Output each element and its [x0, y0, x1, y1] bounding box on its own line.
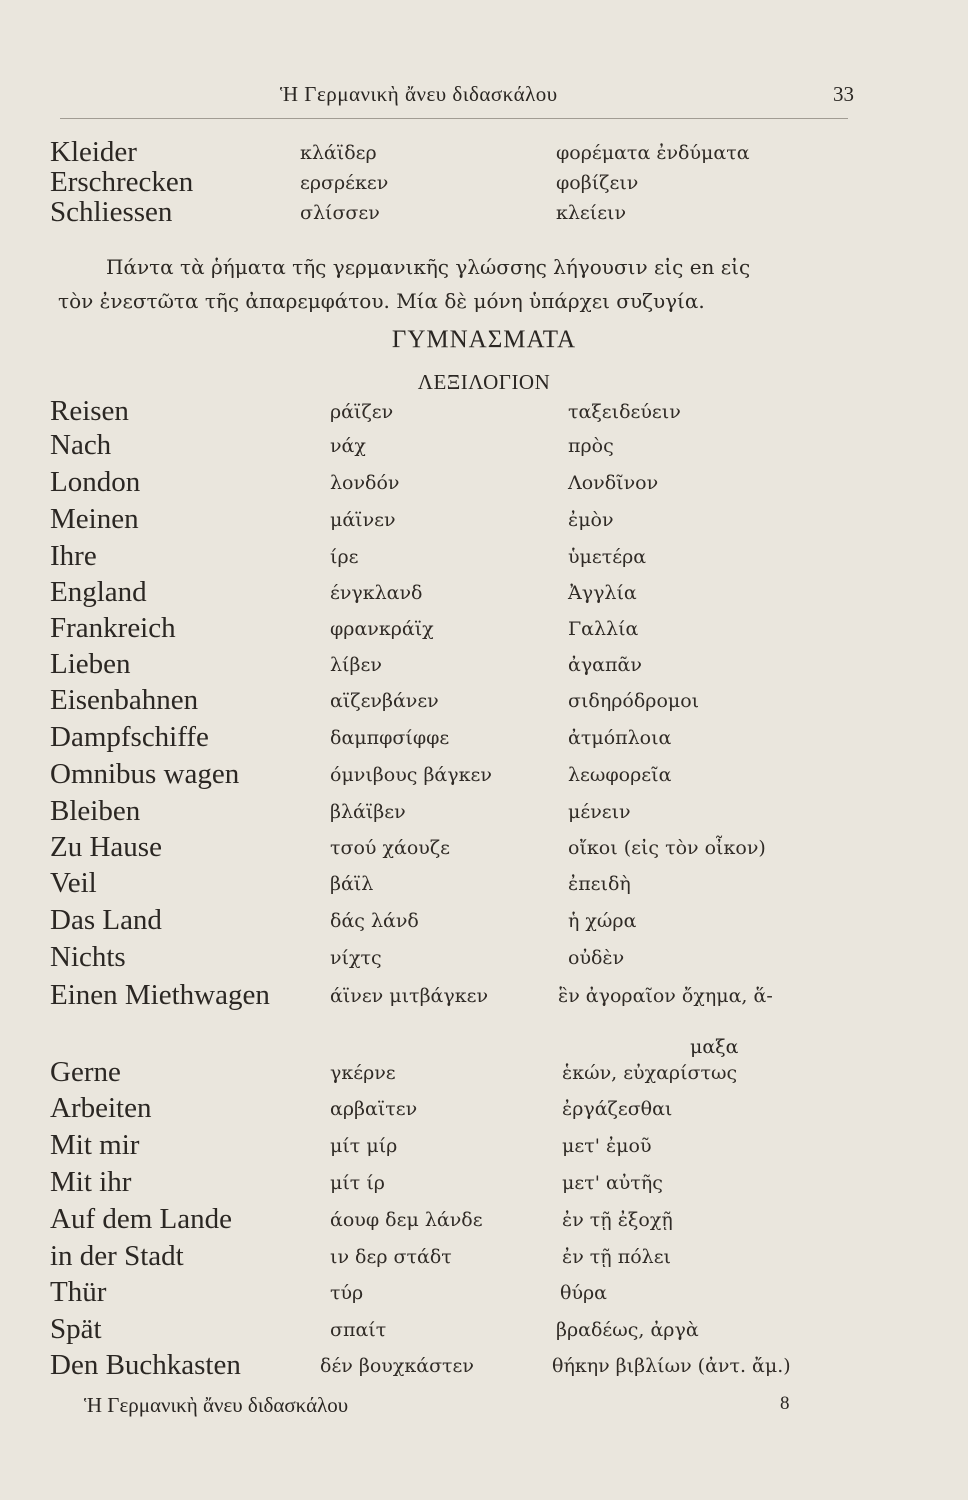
german-word: Frankreich [50, 612, 176, 644]
transliteration: μίτ μίρ [330, 1135, 398, 1157]
german-word: in der Stadt [50, 1240, 184, 1272]
transliteration: σλίσσεν [300, 202, 380, 224]
greek-meaning: ἓν ἀγοραῖον ὄχημα, ἅ- [558, 985, 773, 1007]
transliteration: λίβεν [330, 654, 382, 676]
section-subtitle: ΛΕΞΙΛΟΓΙΟΝ [417, 370, 551, 394]
transliteration: ράϊζεν [330, 401, 394, 423]
german-word: Bleiben [50, 795, 141, 827]
greek-meaning: θήκην βιβλίων (ἀντ. ἄμ.) [552, 1355, 791, 1377]
transliteration: όμνιβους βάγκεν [330, 764, 492, 786]
greek-meaning: ταξειδεύειν [568, 401, 681, 423]
german-word: Arbeiten [50, 1092, 152, 1124]
german-word: Mit ihr [50, 1166, 132, 1198]
header-rule [60, 118, 848, 119]
german-word: Zu Hause [50, 831, 162, 863]
greek-meaning: κλείειν [556, 202, 627, 224]
greek-meaning: φοβίζειν [556, 172, 639, 194]
transliteration: νίχτς [330, 947, 382, 969]
transliteration: μάϊνεν [330, 509, 396, 531]
transliteration: βλάϊβεν [330, 801, 406, 823]
transliteration: τσού χάουζε [330, 837, 450, 859]
german-word: Meinen [50, 503, 139, 535]
transliteration: αρβαϊτεν [330, 1098, 418, 1120]
german-word: England [50, 576, 147, 608]
grammar-note-line-1: Πάντα τὰ ῥήματα τῆς γερμανικῆς γλώσσης λήγουσιν εἰς en εἰς [106, 255, 751, 279]
page-number: 33 [833, 82, 854, 106]
transliteration: ερσρέκεν [300, 172, 389, 194]
german-word: Schliessen [50, 196, 173, 228]
greek-meaning: λεωφορεῖα [568, 764, 672, 786]
greek-meaning: φορέματα ἐνδύματα [556, 142, 750, 164]
greek-meaning: θύρα [560, 1282, 607, 1304]
transliteration: δαμπφσίφφε [330, 727, 450, 749]
german-word: Erschrecken [50, 166, 194, 198]
greek-meaning: οἴκοι (εἰς τὸν οἶκον) [568, 837, 766, 859]
greek-meaning: ὑμετέρα [568, 546, 647, 568]
german-word: Omnibus wagen [50, 758, 240, 790]
greek-meaning: ἐπειδὴ [568, 873, 631, 895]
greek-meaning: οὐδὲν [568, 947, 625, 969]
german-word: Einen Miethwagen [50, 979, 270, 1011]
greek-meaning: βραδέως, ἀργὰ [556, 1319, 699, 1341]
german-word: Dampfschiffe [50, 721, 209, 753]
german-word: Spät [50, 1313, 102, 1345]
german-word: Thür [50, 1276, 107, 1308]
german-word: Gerne [50, 1056, 121, 1088]
transliteration: νάχ [330, 435, 366, 457]
greek-meaning: ἐργάζεσθαι [562, 1098, 673, 1120]
greek-meaning: ἀτμόπλοια [568, 727, 672, 749]
transliteration: άϊνεν μιτβάγκεν [330, 985, 489, 1007]
german-word: Nach [50, 429, 112, 461]
german-word: Das Land [50, 904, 162, 936]
german-word: Eisenbahnen [50, 684, 199, 716]
section-title: ΓΥΜΝΑΣΜΑΤΑ [391, 326, 577, 353]
transliteration: σπαίτ [330, 1319, 387, 1341]
transliteration: φρανκράϊχ [330, 618, 434, 640]
greek-meaning: Λονδῖνον [568, 472, 659, 494]
greek-meaning: ἐν τῇ ἐξοχῇ [562, 1209, 673, 1231]
greek-meaning: μετ' ἐμοῦ [562, 1135, 652, 1157]
greek-meaning: ἐν τῇ πόλει [562, 1246, 671, 1268]
greek-meaning: μένειν [568, 801, 631, 823]
transliteration: ίρε [330, 546, 359, 568]
grammar-note-line-2: τὸν ἐνεστῶτα τῆς ἀπαρεμφάτου. Μία δὲ μόνη ὑπάρχει συζυγία. [58, 289, 705, 313]
signature-mark: 8 [780, 1393, 790, 1414]
greek-meaning: ἐμὸν [568, 509, 614, 531]
german-word: Reisen [50, 395, 129, 427]
transliteration: γκέρνε [330, 1062, 396, 1084]
greek-meaning: Γαλλία [568, 618, 639, 640]
german-word: Den Buchkasten [50, 1349, 241, 1381]
footer-title: Ἡ Γερμανικὴ ἄνευ διδασκάλου [84, 1393, 349, 1417]
transliteration: κλάϊδερ [300, 142, 377, 164]
transliteration: ιν δερ στάδτ [330, 1246, 452, 1268]
greek-meaning: σιδηρόδρομοι [568, 690, 700, 712]
running-title: Ἡ Γερμανικὴ ἄνευ διδασκάλου [280, 82, 558, 106]
transliteration: μίτ ίρ [330, 1172, 385, 1194]
german-word: Mit mir [50, 1129, 140, 1161]
transliteration: βάϊλ [330, 873, 374, 895]
german-word: Nichts [50, 941, 126, 973]
german-word: Lieben [50, 648, 131, 680]
german-word: Ihre [50, 540, 97, 572]
greek-meaning: ἑκών, εὐχαρίστως [562, 1062, 738, 1084]
german-word: London [50, 466, 141, 498]
continuation-line: μαξα [690, 1036, 739, 1058]
transliteration: αϊζενβάνεν [330, 690, 439, 712]
transliteration: λονδόν [330, 472, 400, 494]
running-header [60, 82, 854, 112]
transliteration: άουφ δεμ λάνδε [330, 1209, 483, 1231]
greek-meaning: Ἀγγλία [568, 582, 637, 604]
transliteration: τύρ [330, 1282, 364, 1304]
german-word: Kleider [50, 136, 137, 168]
german-word: Veil [50, 867, 97, 899]
greek-meaning: ἡ χώρα [568, 910, 637, 932]
transliteration: δέν βουχκάστεν [320, 1355, 474, 1377]
transliteration: δάς λάνδ [330, 910, 419, 932]
greek-meaning: μετ' αὐτῆς [562, 1172, 663, 1194]
greek-meaning: πρὸς [568, 435, 614, 457]
german-word: Auf dem Lande [50, 1203, 232, 1235]
transliteration: ένγκλανδ [330, 582, 423, 604]
greek-meaning: ἀγαπᾶν [568, 654, 642, 676]
